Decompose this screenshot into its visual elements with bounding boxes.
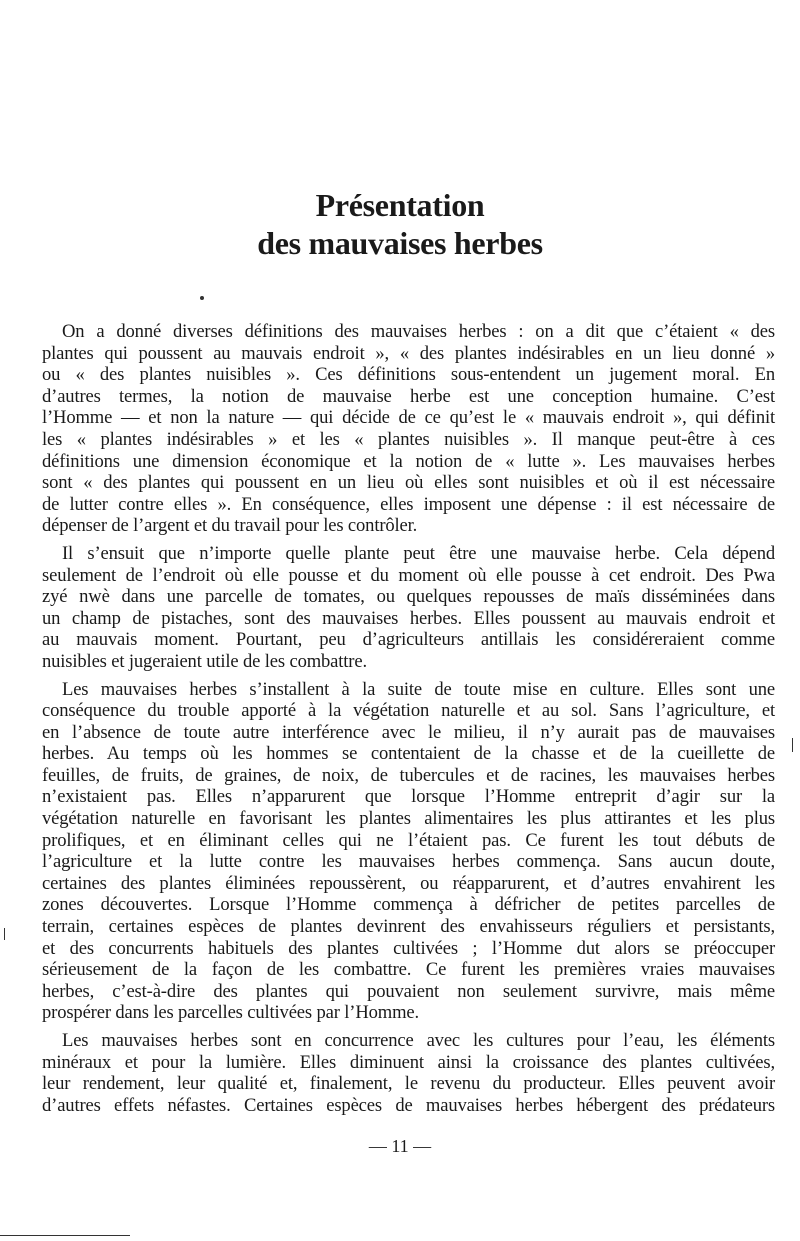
margin-mark — [4, 928, 5, 940]
text-line: l’agriculture et la lutte contre les mauvaises herbes commença. Sans aucun doute, — [42, 851, 775, 873]
text-line: définitions une dimension économique et la notion de « lutte ». Les mauvaises herbes — [42, 450, 775, 472]
text-line: herbes. Au temps où les hommes se contentaient de la chasse et de la cueillette de — [42, 743, 775, 765]
text-line: en l’absence de toute autre interférence avec le milieu, il n’y aurait pas de mauvaises — [42, 721, 775, 743]
page-title-line-1: Présentation — [315, 187, 485, 223]
text-line: zones découvertes. Lorsque l’Homme commença à défricher de petites parcelles de — [42, 894, 775, 916]
text-line: zyé nwè dans une parcelle de tomates, ou quelques repousses de maïs disséminées dans — [42, 586, 775, 608]
text-line: prolifiques, et en éliminant celles qui ne l’étaient pas. Ce furent les tout débuts de — [42, 829, 775, 851]
body-text — [42, 321, 775, 1122]
text-line: plantes qui poussent au mauvais endroit », « des plantes indésirables en un lieu donné » — [42, 342, 775, 364]
text-line: prospérer dans les parcelles cultivées par l’Homme. — [42, 1002, 419, 1024]
text-line: un champ de pistaches, sont des mauvaises herbes. Elles poussent au mauvais endroit et — [42, 607, 775, 629]
text-line: sérieusement de la façon de les combattre. Ce furent les premières vraies mauvaises — [42, 959, 775, 981]
text-line: conséquence du trouble apporté à la végétation naturelle et au sol. Sans l’agriculture, et — [42, 700, 775, 722]
paragraph — [42, 1030, 775, 1116]
text-line: herbes, c’est-à-dire des plantes qui pouvaient non seulement survivre, mais même — [42, 980, 775, 1002]
text-line: Il s’ensuit que n’importe quelle plante peut être une mauvaise herbe. Cela dépend — [62, 542, 775, 564]
paragraph — [42, 321, 775, 537]
text-line: sont « des plantes qui poussent en un lieu où elles sont nuisibles et où il est nécessaire — [42, 472, 775, 494]
text-line: l’Homme — et non la nature — qui décide de ce qu’est le « mauvais endroit », qui définit — [42, 407, 775, 429]
text-line: végétation naturelle en favorisant les plantes alimentaires les plus attirantes et les plus — [42, 808, 775, 830]
text-line: d’autres termes, la notion de mauvaise herbe est une conception humaine. C’est — [42, 385, 775, 407]
text-line: les « plantes indésirables » et les « plantes nuisibles ». Il manque peut-être à ces — [42, 428, 775, 450]
text-line: et des concurrents habituels des plantes cultivées ; l’Homme dut alors se préoccuper — [42, 937, 775, 959]
text-line: d’autres effets néfastes. Certaines espèces de mauvaises herbes hébergent des prédateurs — [42, 1094, 775, 1116]
text-line: ou « des plantes nuisibles ». Ces définitions sous-entendent un jugement moral. En — [42, 364, 775, 386]
text-line: Les mauvaises herbes sont en concurrence avec les cultures pour l’eau, les éléments — [62, 1030, 775, 1051]
text-line: nuisibles et jugeraient utile de les combattre. — [42, 650, 367, 672]
text-line: au mauvais moment. Pourtant, peu d’agriculteurs antillais les considéreraient comme — [42, 629, 775, 651]
text-line: minéraux et pour la lumière. Elles diminuent ainsi la croissance des plantes cultivées, — [42, 1051, 775, 1073]
page-title-line-2: des mauvaises herbes — [257, 225, 543, 261]
text-line: On a donné diverses définitions des mauvaises herbes : on a dit que c’étaient « des — [62, 321, 775, 342]
text-line: de lutter contre elles ». En conséquence, elles imposent une dépense : il est nécessaire de — [42, 493, 775, 515]
text-line: feuilles, de fruits, de graines, de noix, de tubercules et de racines, les mauvaises herbes — [42, 764, 775, 786]
scan-speck — [200, 296, 204, 300]
text-line: terrain, certaines espèces de plantes devinrent des envahisseurs réguliers et persistants, — [42, 916, 775, 938]
text-line: dépenser de l’argent et du travail pour les contrôler. — [42, 515, 418, 537]
margin-mark — [792, 738, 793, 752]
bottom-rule — [0, 1235, 130, 1236]
text-line: n’existaient pas. Elles n’apparurent que lorsque l’Homme entreprit d’agir sur la — [42, 786, 775, 808]
paragraph — [42, 679, 775, 1025]
text-line: leur rendement, leur qualité et, finalement, le revenu du producteur. Elles peuvent avoir — [42, 1073, 775, 1095]
text-line: seulement de l’endroit où elle pousse et du moment où elle pousse à cet endroit. Des Pwa — [42, 564, 775, 586]
text-line: certaines des plantes éliminées repoussèrent, ou réapparurent, et d’autres envahirent les — [42, 872, 775, 894]
page-number: — 11 — — [368, 1136, 432, 1156]
paragraph — [42, 543, 775, 673]
text-line: Les mauvaises herbes s’installent à la suite de toute mise en culture. Elles sont une — [62, 678, 775, 700]
